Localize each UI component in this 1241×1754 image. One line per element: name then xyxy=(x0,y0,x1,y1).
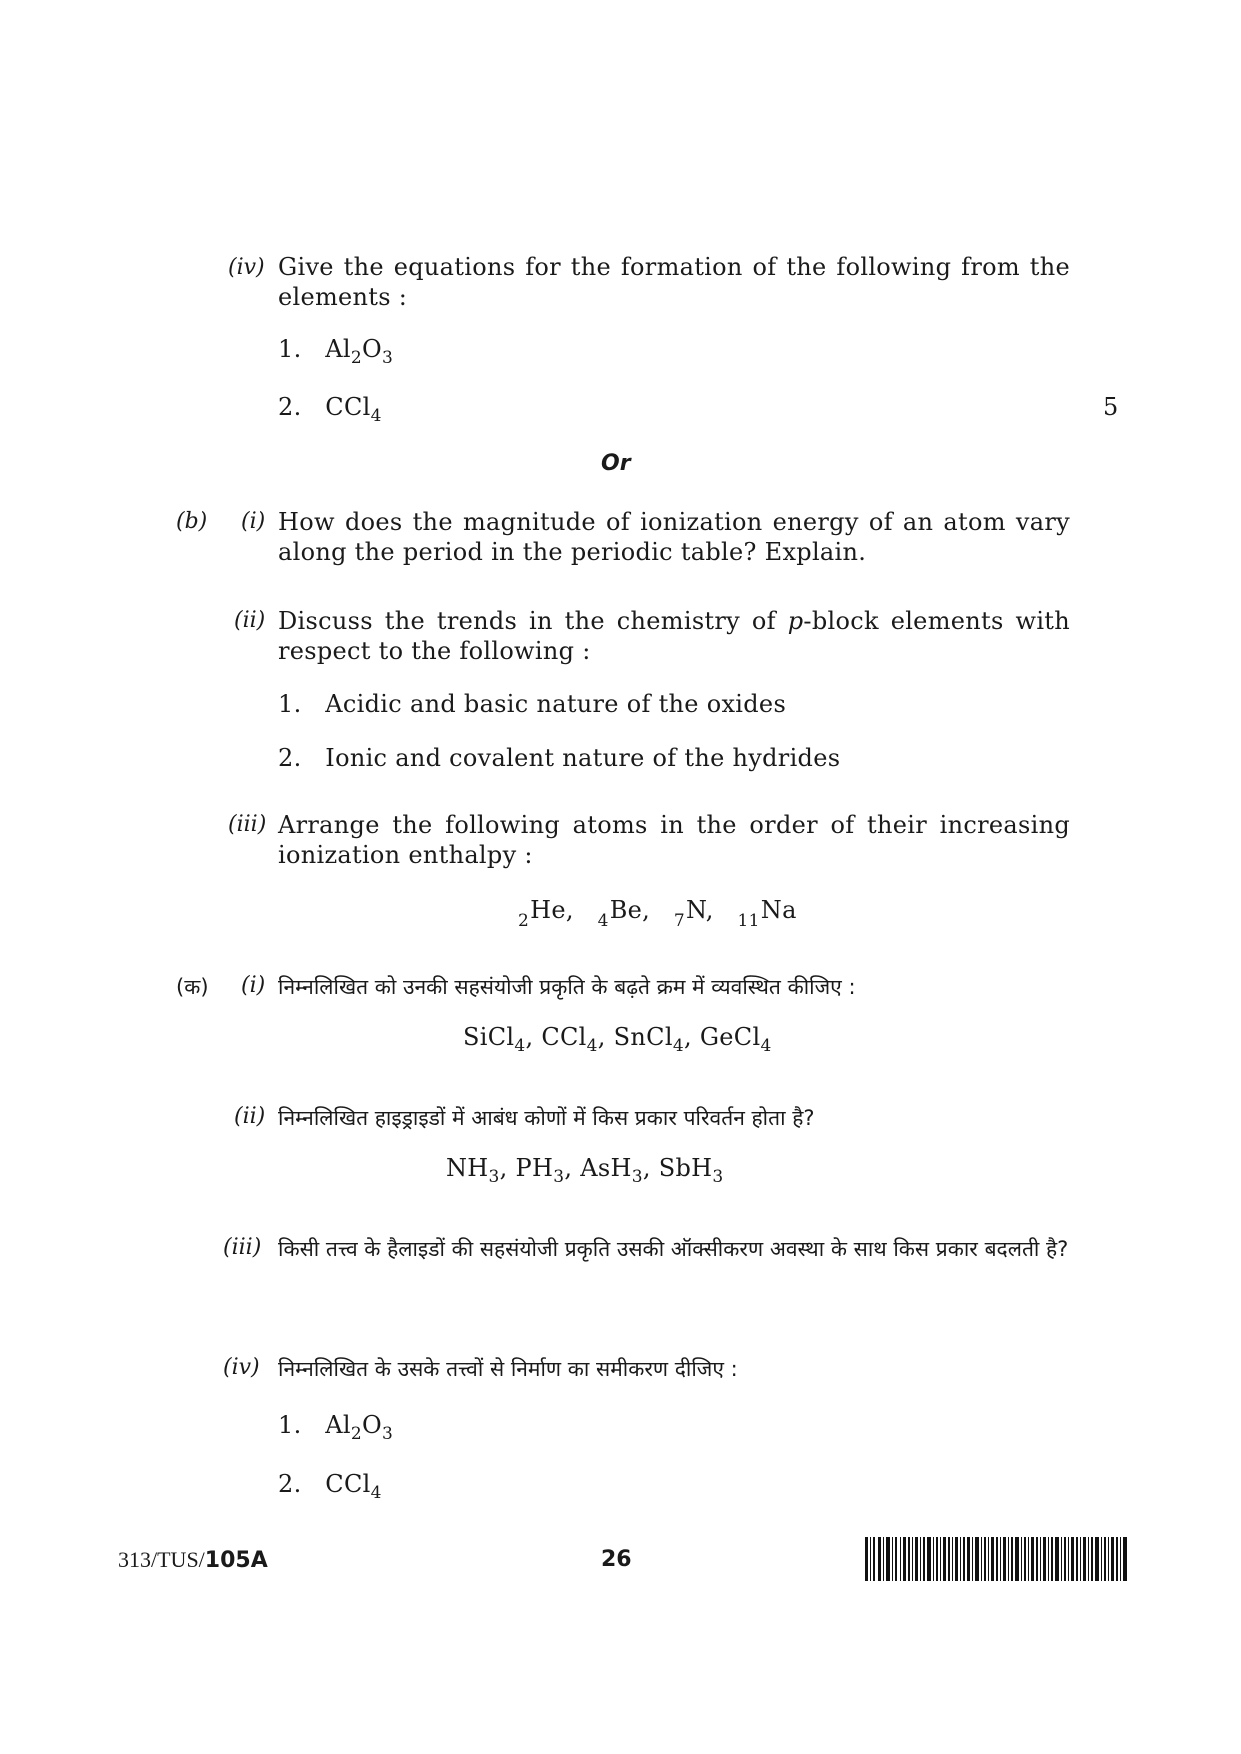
question-ka-i-text: निम्नलिखित को उनकी सहसंयोजी प्रकृति के बढ़ते क्रम में व्यवस्थित कीजिए : xyxy=(278,975,856,999)
question-ka-iv-label: (iv) xyxy=(223,1355,260,1380)
atoms-list: $_2$He, $_4$Be, $_7$N, $_{11}$Na xyxy=(518,896,797,931)
question-ka-iv-text: निम्नलिखित के उसके तत्त्वों से निर्माण का समीकरण दीजिए : xyxy=(278,1357,738,1381)
formula-ccl4: CCl$_4$ xyxy=(325,1470,382,1503)
question-b-i-label: (i) xyxy=(241,509,266,534)
paper-code: 313/TUS/105A xyxy=(118,1547,268,1573)
part-ka-label: (क) xyxy=(176,975,209,999)
formula-ccl4: CCl$_4$ xyxy=(325,393,382,426)
item-number: 2. xyxy=(278,393,302,421)
barcode-icon xyxy=(865,1537,1127,1581)
question-b-ii-text: Discuss the trends in the chemistry of p-block elements with respect to the following : xyxy=(278,607,1070,665)
item-number: 1. xyxy=(278,335,302,363)
question-b-ii-item-1: 1. Acidic and basic nature of the oxides xyxy=(278,690,787,718)
question-ka-iii-text: किसी तत्त्व के हैलाइडों की सहसंयोजी प्रकृति उसकी ऑक्सीकरण अवस्था के साथ किस प्रकार बदलती है? xyxy=(278,1237,1069,1261)
or-divider: Or xyxy=(601,451,631,476)
question-ka-i-label: (i) xyxy=(241,973,266,998)
formula-al2o3: $Al_2O_3$ xyxy=(325,1411,394,1444)
question-iv-text: Give the equations for the formation of the following from the elements : xyxy=(278,253,1070,311)
marks: 5 xyxy=(1103,393,1119,421)
question-b-i-text: How does the magnitude of ionization energy of an atom vary along the period in the periodic table? Explain. xyxy=(278,508,1070,566)
question-iv-item-1 xyxy=(278,334,394,368)
question-ka-ii-label: (ii) xyxy=(234,1104,266,1129)
question-b-ii-label: (ii) xyxy=(234,608,266,633)
question-iv-item-2 xyxy=(278,392,382,426)
page-number: 26 xyxy=(601,1547,632,1572)
question-ka-iv-item-1: 1. $Al_2O_3$ xyxy=(278,1411,394,1444)
part-b-label: (b) xyxy=(176,509,208,534)
question-b-iii-text: Arrange the following atoms in the order of their increasing ionization enthalpy : xyxy=(278,811,1070,869)
question-b-ii-item-2: 2. Ionic and covalent nature of the hydrides xyxy=(278,744,841,772)
formula-al2o3: $Al_2O_3$ xyxy=(325,335,394,368)
question-ka-ii-text: निम्नलिखित हाइड्राइडों में आबंध कोणों में किस प्रकार परिवर्तन होता है? xyxy=(278,1106,815,1130)
question-ka-iv-item-2: 2. CCl$_4$ xyxy=(278,1470,382,1503)
formula-list-hydrides: $NH_3$, $PH_3$, AsH$_3$, SbH$_3$ xyxy=(446,1154,724,1187)
question-iv-label: (iv) xyxy=(228,255,265,280)
question-ka-iii-label: (iii) xyxy=(223,1235,262,1260)
formula-list-chlorides: SiCl$_4$, CCl$_4$, SnCl$_4$, GeCl$_4$ xyxy=(463,1023,772,1056)
question-b-iii-label: (iii) xyxy=(228,812,267,837)
